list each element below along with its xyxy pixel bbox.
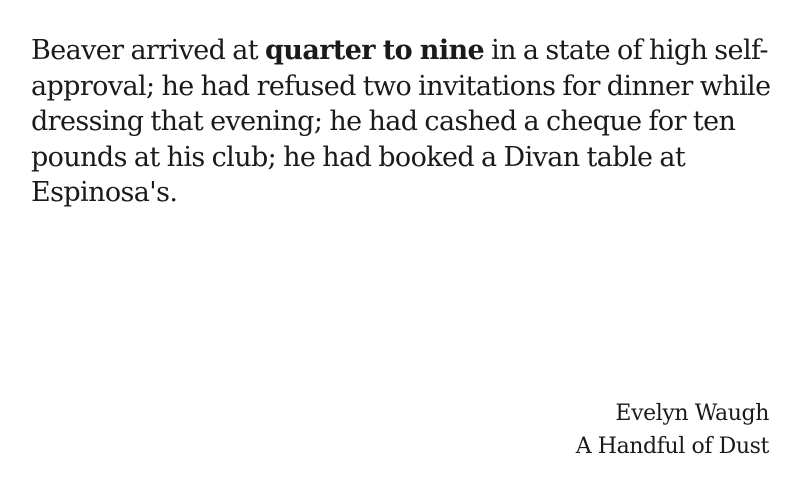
quote-text-start: Beaver arrived at (31, 35, 266, 66)
book-title: A Handful of Dust (575, 434, 769, 459)
quote-text-rest: in a state of high self-approval; he had refused two invitations for dinner while dressing that evening; he had cashed a cheque for ten pounds at his club; he had booked a Divan table at Espinosa's. (31, 35, 771, 208)
author-name: Evelyn Waugh (615, 401, 769, 426)
quote-time-emphasis: quarter to nine (265, 35, 485, 66)
quote-text (31, 33, 771, 211)
attribution (576, 397, 769, 463)
